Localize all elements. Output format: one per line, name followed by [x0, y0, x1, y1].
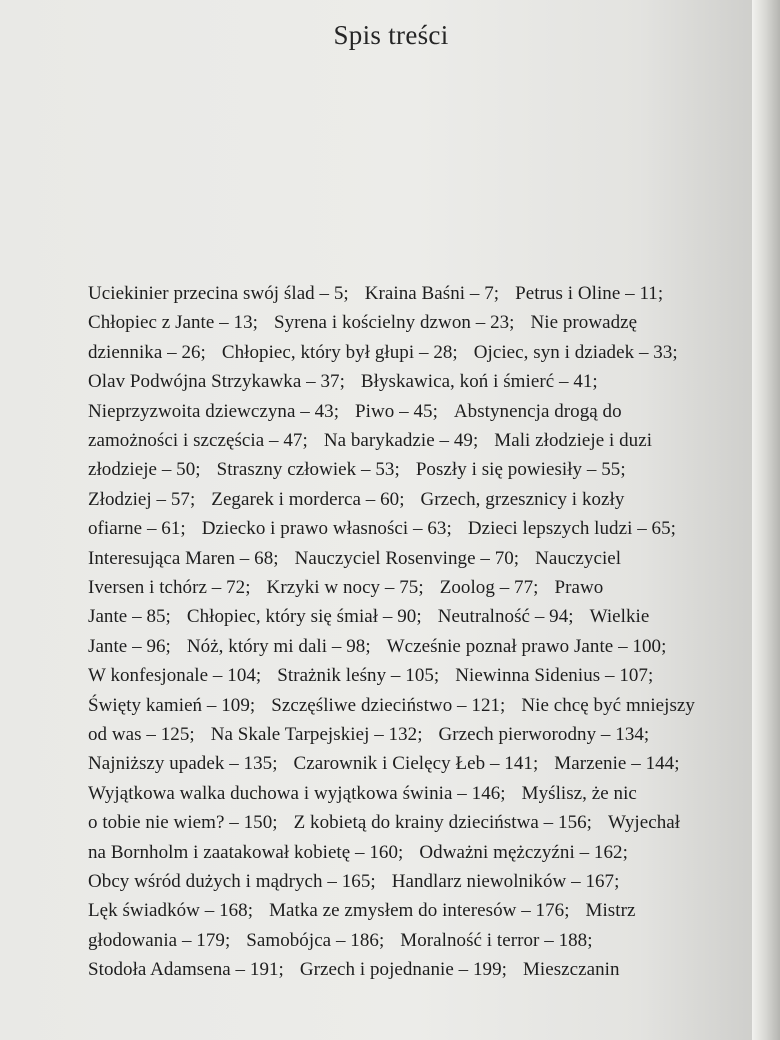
toc-entry: Myślisz, że nic — [521, 782, 637, 804]
toc-entry: zamożności i szczęścia – 47; — [88, 430, 308, 451]
toc-entry: Dziecko i prawo własności – 63; — [201, 518, 452, 540]
toc-entry: Marzenie – 144; — [554, 753, 680, 775]
toc-line — [88, 283, 663, 305]
toc-entry: Święty kamień – 109; — [88, 694, 256, 716]
toc-line — [88, 812, 680, 834]
toc-entry: Wyjechał — [608, 812, 681, 834]
toc-entry: Jante – 85; — [88, 606, 171, 628]
toc-entry: Olav Podwójna Strzykawka – 37; — [88, 371, 345, 393]
toc-line — [88, 312, 637, 334]
toc-line — [88, 489, 624, 511]
toc-line — [88, 753, 680, 775]
toc-line — [88, 665, 653, 687]
toc-entry: Straszny człowiek – 53; — [216, 459, 400, 481]
toc-entry: Petrus i Oline – 11; — [515, 283, 664, 304]
toc-entry: Nieprzyzwoita dziewczyna – 43; — [88, 400, 340, 422]
toc-entry: Strażnik leśny – 105; — [277, 665, 440, 687]
toc-entry: Szczęśliwe dzieciństwo – 121; — [271, 694, 506, 716]
toc-line — [88, 548, 621, 570]
toc-line — [88, 606, 649, 628]
toc-line — [88, 959, 620, 981]
toc-entry: Zegarek i morderca – 60; — [211, 488, 405, 510]
toc-entry: od was – 125; — [88, 724, 195, 745]
toc-line — [88, 401, 622, 423]
toc-entry: na Bornholm i zaatakował kobietę – 160; — [88, 841, 404, 863]
toc-entry: Na Skale Tarpejskiej – 132; — [210, 724, 423, 745]
toc-entry: Uciekinier przecina swój ślad – 5; — [88, 283, 349, 304]
toc-entry: o tobie nie wiem? – 150; — [88, 812, 278, 834]
toc-entry: dziennika – 26; — [88, 341, 206, 363]
toc-entry: Wcześnie poznał prawo Jante – 100; — [386, 635, 667, 657]
toc-entry: Mali złodzieje i duzi — [494, 430, 653, 451]
toc-entry: Błyskawica, koń i śmierć – 41; — [360, 371, 598, 393]
page-title: Spis treści — [333, 20, 449, 50]
toc-entry: Nóż, który mi dali – 98; — [186, 635, 371, 657]
toc-entry: Poszły i się powiesiły – 55; — [415, 459, 626, 481]
toc-entry: Wielkie — [589, 606, 650, 628]
toc-entry: Stodoła Adamsena – 191; — [88, 959, 284, 981]
toc-line — [88, 900, 635, 922]
toc-entry: Kraina Baśni – 7; — [364, 283, 500, 304]
toc-entry: Neutralność – 94; — [437, 606, 574, 628]
toc-line — [88, 930, 593, 952]
toc-entry: złodzieje – 50; — [88, 459, 201, 481]
toc-entry: Chłopiec, który się śmiał – 90; — [186, 606, 422, 628]
toc-line — [88, 577, 603, 599]
toc-line — [88, 724, 649, 746]
toc-entry: Chłopiec z Jante – 13; — [88, 312, 258, 334]
toc-entry: Z kobietą do krainy dzieciństwa – 156; — [293, 812, 593, 834]
toc-entry: Prawo — [554, 577, 604, 598]
toc-entry: Nie chcę być mniejszy — [521, 694, 695, 716]
toc-entry: Najniższy upadek – 135; — [88, 753, 278, 775]
toc-entry: Mistrz — [585, 900, 636, 922]
toc-entry: Niewinna Sidenius – 107; — [455, 665, 654, 687]
toc-entry: Złodziej – 57; — [88, 488, 196, 510]
toc-line — [88, 842, 628, 864]
toc-line — [88, 459, 626, 481]
page-edge — [752, 0, 780, 1040]
toc-entry: Syrena i kościelny dzwon – 23; — [273, 312, 515, 334]
toc-entry: Grzech pierworodny – 134; — [438, 724, 650, 745]
toc-entry: Chłopiec, który był głupi – 28; — [221, 341, 458, 363]
toc-entry: Wyjątkowa walka duchowa i wyjątkowa świnia – 146; — [88, 782, 506, 804]
toc-entry: Grzech i pojednanie – 199; — [299, 959, 507, 981]
toc-line — [88, 342, 678, 364]
toc-line — [88, 518, 676, 540]
toc-entry: Mieszczanin — [522, 959, 620, 981]
toc-entry: Interesująca Maren – 68; — [88, 547, 279, 569]
toc-entry: Lęk świadków – 168; — [88, 900, 254, 922]
toc-entry: ofiarne – 61; — [88, 518, 186, 540]
toc-line — [88, 695, 695, 717]
toc-entry: Piwo – 45; — [355, 400, 438, 422]
toc-entry: Handlarz niewolników – 167; — [391, 871, 620, 892]
toc-line — [88, 871, 619, 893]
toc-entry: Jante – 96; — [88, 635, 171, 657]
toc-entry: Grzech, grzesznicy i kozły — [420, 488, 625, 510]
toc-entry: Samobójca – 186; — [246, 929, 385, 951]
toc-entry: Moralność i terror – 188; — [400, 929, 593, 951]
toc-entry: głodowania – 179; — [88, 929, 231, 951]
toc-entry: Abstynencja drogą do — [453, 400, 622, 422]
toc-entry: Nauczyciel Rosenvinge – 70; — [294, 547, 520, 569]
toc-entry: Krzyki w nocy – 75; — [266, 577, 424, 598]
toc-line — [88, 636, 666, 658]
toc-entry: Odważni mężczyźni – 162; — [419, 841, 628, 863]
toc-entry: Zoolog – 77; — [439, 577, 539, 598]
toc-entry: Obcy wśród dużych i mądrych – 165; — [88, 871, 376, 892]
toc-entry: W konfesjonale – 104; — [88, 665, 262, 687]
toc-entry: Iversen i tchórz – 72; — [88, 577, 251, 598]
toc-entry: Matka ze zmysłem do interesów – 176; — [269, 900, 570, 922]
toc-entry: Nauczyciel — [535, 547, 622, 569]
toc-line — [88, 371, 598, 393]
toc-entry: Nie prowadzę — [530, 312, 638, 334]
toc-line — [88, 783, 637, 805]
toc-entry: Na barykadzie – 49; — [323, 430, 479, 451]
toc-entry: Dzieci lepszych ludzi – 65; — [467, 518, 676, 540]
toc-line — [88, 430, 652, 452]
toc-entry: Czarownik i Cielęcy Łeb – 141; — [293, 753, 539, 775]
toc-entry: Ojciec, syn i dziadek – 33; — [473, 341, 678, 363]
